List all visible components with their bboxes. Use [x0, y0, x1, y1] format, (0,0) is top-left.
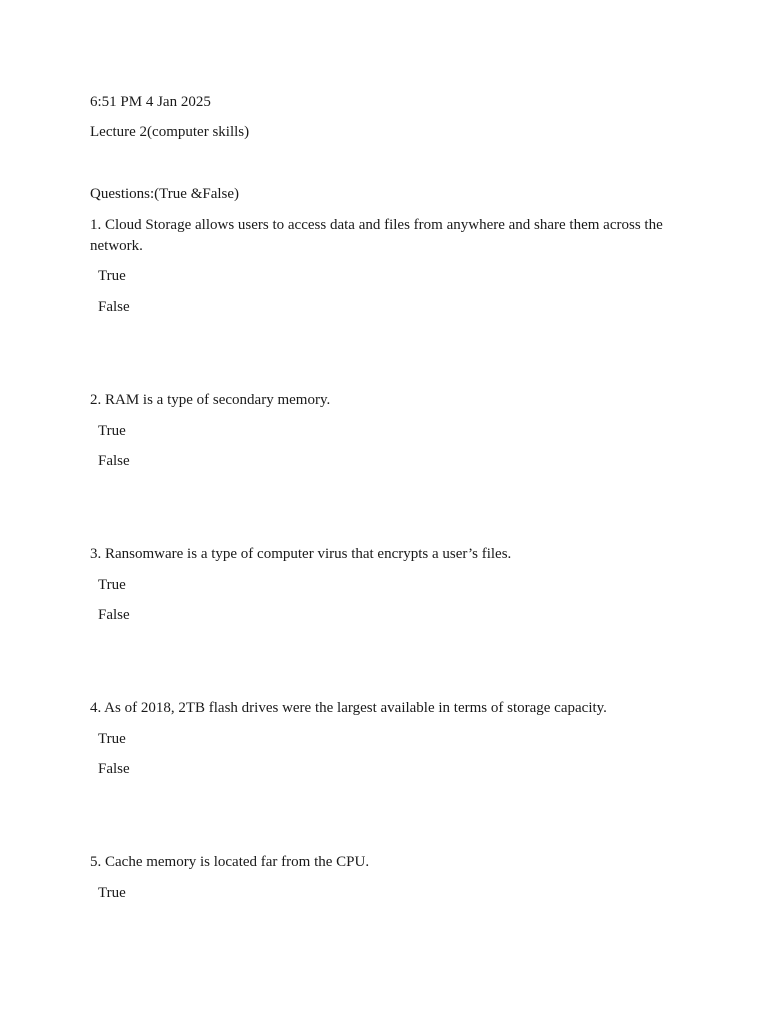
question-5-option-true[interactable]: True [98, 885, 126, 901]
timestamp: 6:51 PM 4 Jan 2025 [90, 94, 211, 110]
question-1-option-false[interactable]: False [98, 299, 130, 315]
question-4-option-false[interactable]: False [98, 761, 130, 777]
question-3-option-true[interactable]: True [98, 577, 126, 593]
lecture-title: Lecture 2(computer skills) [90, 124, 250, 140]
question-1-text: 1. Cloud Storage allows users to access data and files from anywhere and share them across the network. [90, 217, 663, 254]
question-2-option-true[interactable]: True [98, 423, 126, 439]
question-3-option-false[interactable]: False [98, 607, 130, 623]
question-1-option-true[interactable]: True [98, 268, 126, 284]
question-2-text: 2. RAM is a type of secondary memory. [90, 392, 331, 408]
question-3-text: 3. Ransomware is a type of computer virus that encrypts a user’s files. [90, 546, 512, 562]
question-5-text: 5. Cache memory is located far from the CPU. [90, 854, 370, 870]
question-4-option-true[interactable]: True [98, 731, 126, 747]
question-2-option-false[interactable]: False [98, 453, 130, 469]
section-heading: Questions:(True &False) [90, 186, 240, 202]
question-4-text: 4. As of 2018, 2TB flash drives were the largest available in terms of storage capacity. [90, 700, 607, 716]
